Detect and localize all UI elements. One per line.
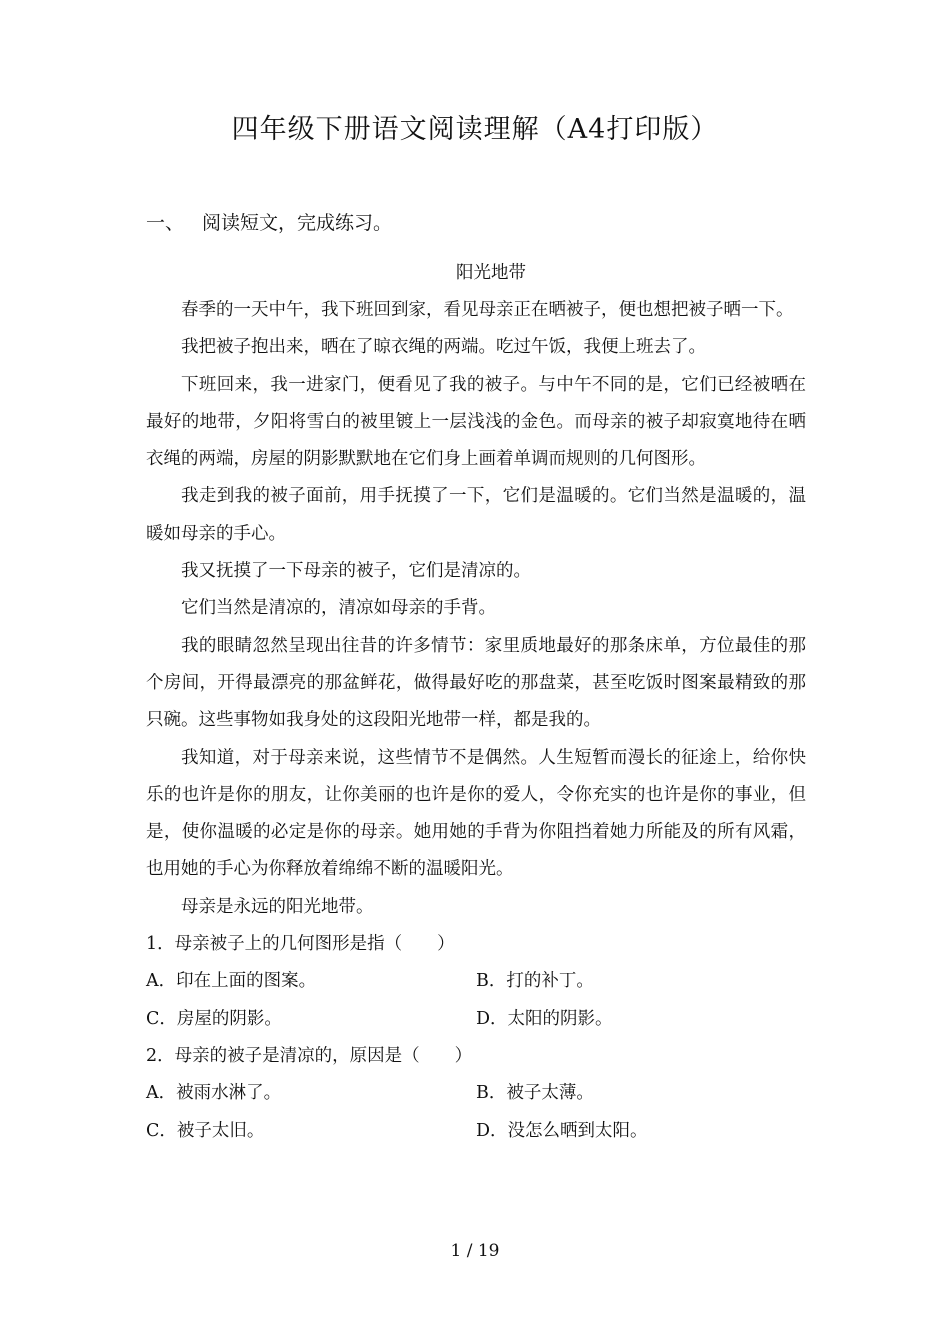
passage-paragraph: 母亲是永远的阳光地带。 — [181, 896, 374, 917]
passage-paragraph: 下班回来，我一进家门，便看见了我的被子。与中午不同的是，它们已经被晒在最好的地带，夕阳将雪白的被里镀上一层浅浅的金色。而母亲的被子却寂寞地待在晒衣绳的两端，房屋的阴影默默地在它们身上画着单调而规则的几何图形。 — [146, 374, 806, 470]
option-c: C．被子太旧。 — [146, 1120, 265, 1141]
document-body — [146, 255, 806, 1150]
option-a: A．被雨水淋了。 — [146, 1083, 282, 1104]
option-row — [146, 1075, 806, 1112]
option-row — [146, 1113, 806, 1150]
option-row — [146, 963, 806, 1000]
option-d: D．太阳的阴影。 — [476, 1008, 613, 1029]
question-1 — [146, 926, 806, 1038]
passage-paragraph: 我知道，对于母亲来说，这些情节不是偶然。人生短暂而漫长的征途上，给你快乐的也许是你的朋友，让你美丽的也许是你的爱人，令你充实的也许是你的事业，但是，使你温暖的必定是你的母亲。她用她的手背为你阻挡着她力所能及的所有风霜，也用她的手心为你释放着绵绵不断的温暖阳光。 — [146, 747, 806, 880]
option-a: A．印在上面的图案。 — [146, 971, 317, 992]
question-stem: 2．母亲的被子是清凉的，原因是（ ） — [146, 1045, 473, 1066]
option-b: B．打的补丁。 — [476, 971, 594, 992]
passage-paragraph: 春季的一天中午，我下班回到家，看见母亲正在晒被子，便也想把被子晒一下。 — [181, 300, 794, 320]
section-number: 一、 — [146, 212, 185, 234]
section-instruction: 阅读短文，完成练习。 — [202, 212, 393, 234]
option-b: B．被子太薄。 — [476, 1083, 594, 1104]
passage-paragraph: 我走到我的被子面前，用手抚摸了一下，它们是温暖的。它们当然是温暖的，温暖如母亲的手心。 — [146, 486, 806, 544]
page-number: 1 / 19 — [450, 1241, 500, 1261]
question-stem: 1．母亲被子上的几何图形是指（ ） — [146, 934, 455, 955]
passage-paragraph: 我的眼睛忽然呈现出往昔的许多情节：家里质地最好的那条床单，方位最佳的那个房间，开得最漂亮的那盆鲜花，做得最好吃的那盘菜，甚至吃饭时图案最精致的那只碗。这些事物如我身处的这段阳光地带一样，都是我的。 — [146, 635, 806, 731]
passage-paragraph: 它们当然是清凉的，清凉如母亲的手背。 — [181, 598, 496, 619]
passage-paragraph: 我又抚摸了一下母亲的被子，它们是清凉的。 — [181, 561, 531, 582]
passage-title: 阳光地带 — [456, 263, 526, 283]
section-heading — [146, 208, 392, 238]
question-2 — [146, 1038, 806, 1150]
option-c: C．房屋的阴影。 — [146, 1008, 282, 1029]
option-row — [146, 1001, 806, 1038]
document-title: 四年级下册语文阅读理解（A4打印版） — [231, 114, 719, 145]
passage-paragraph: 我把被子抱出来，晒在了晾衣绳的两端。吃过午饭，我便上班去了。 — [181, 337, 706, 358]
option-d: D．没怎么晒到太阳。 — [476, 1120, 648, 1141]
